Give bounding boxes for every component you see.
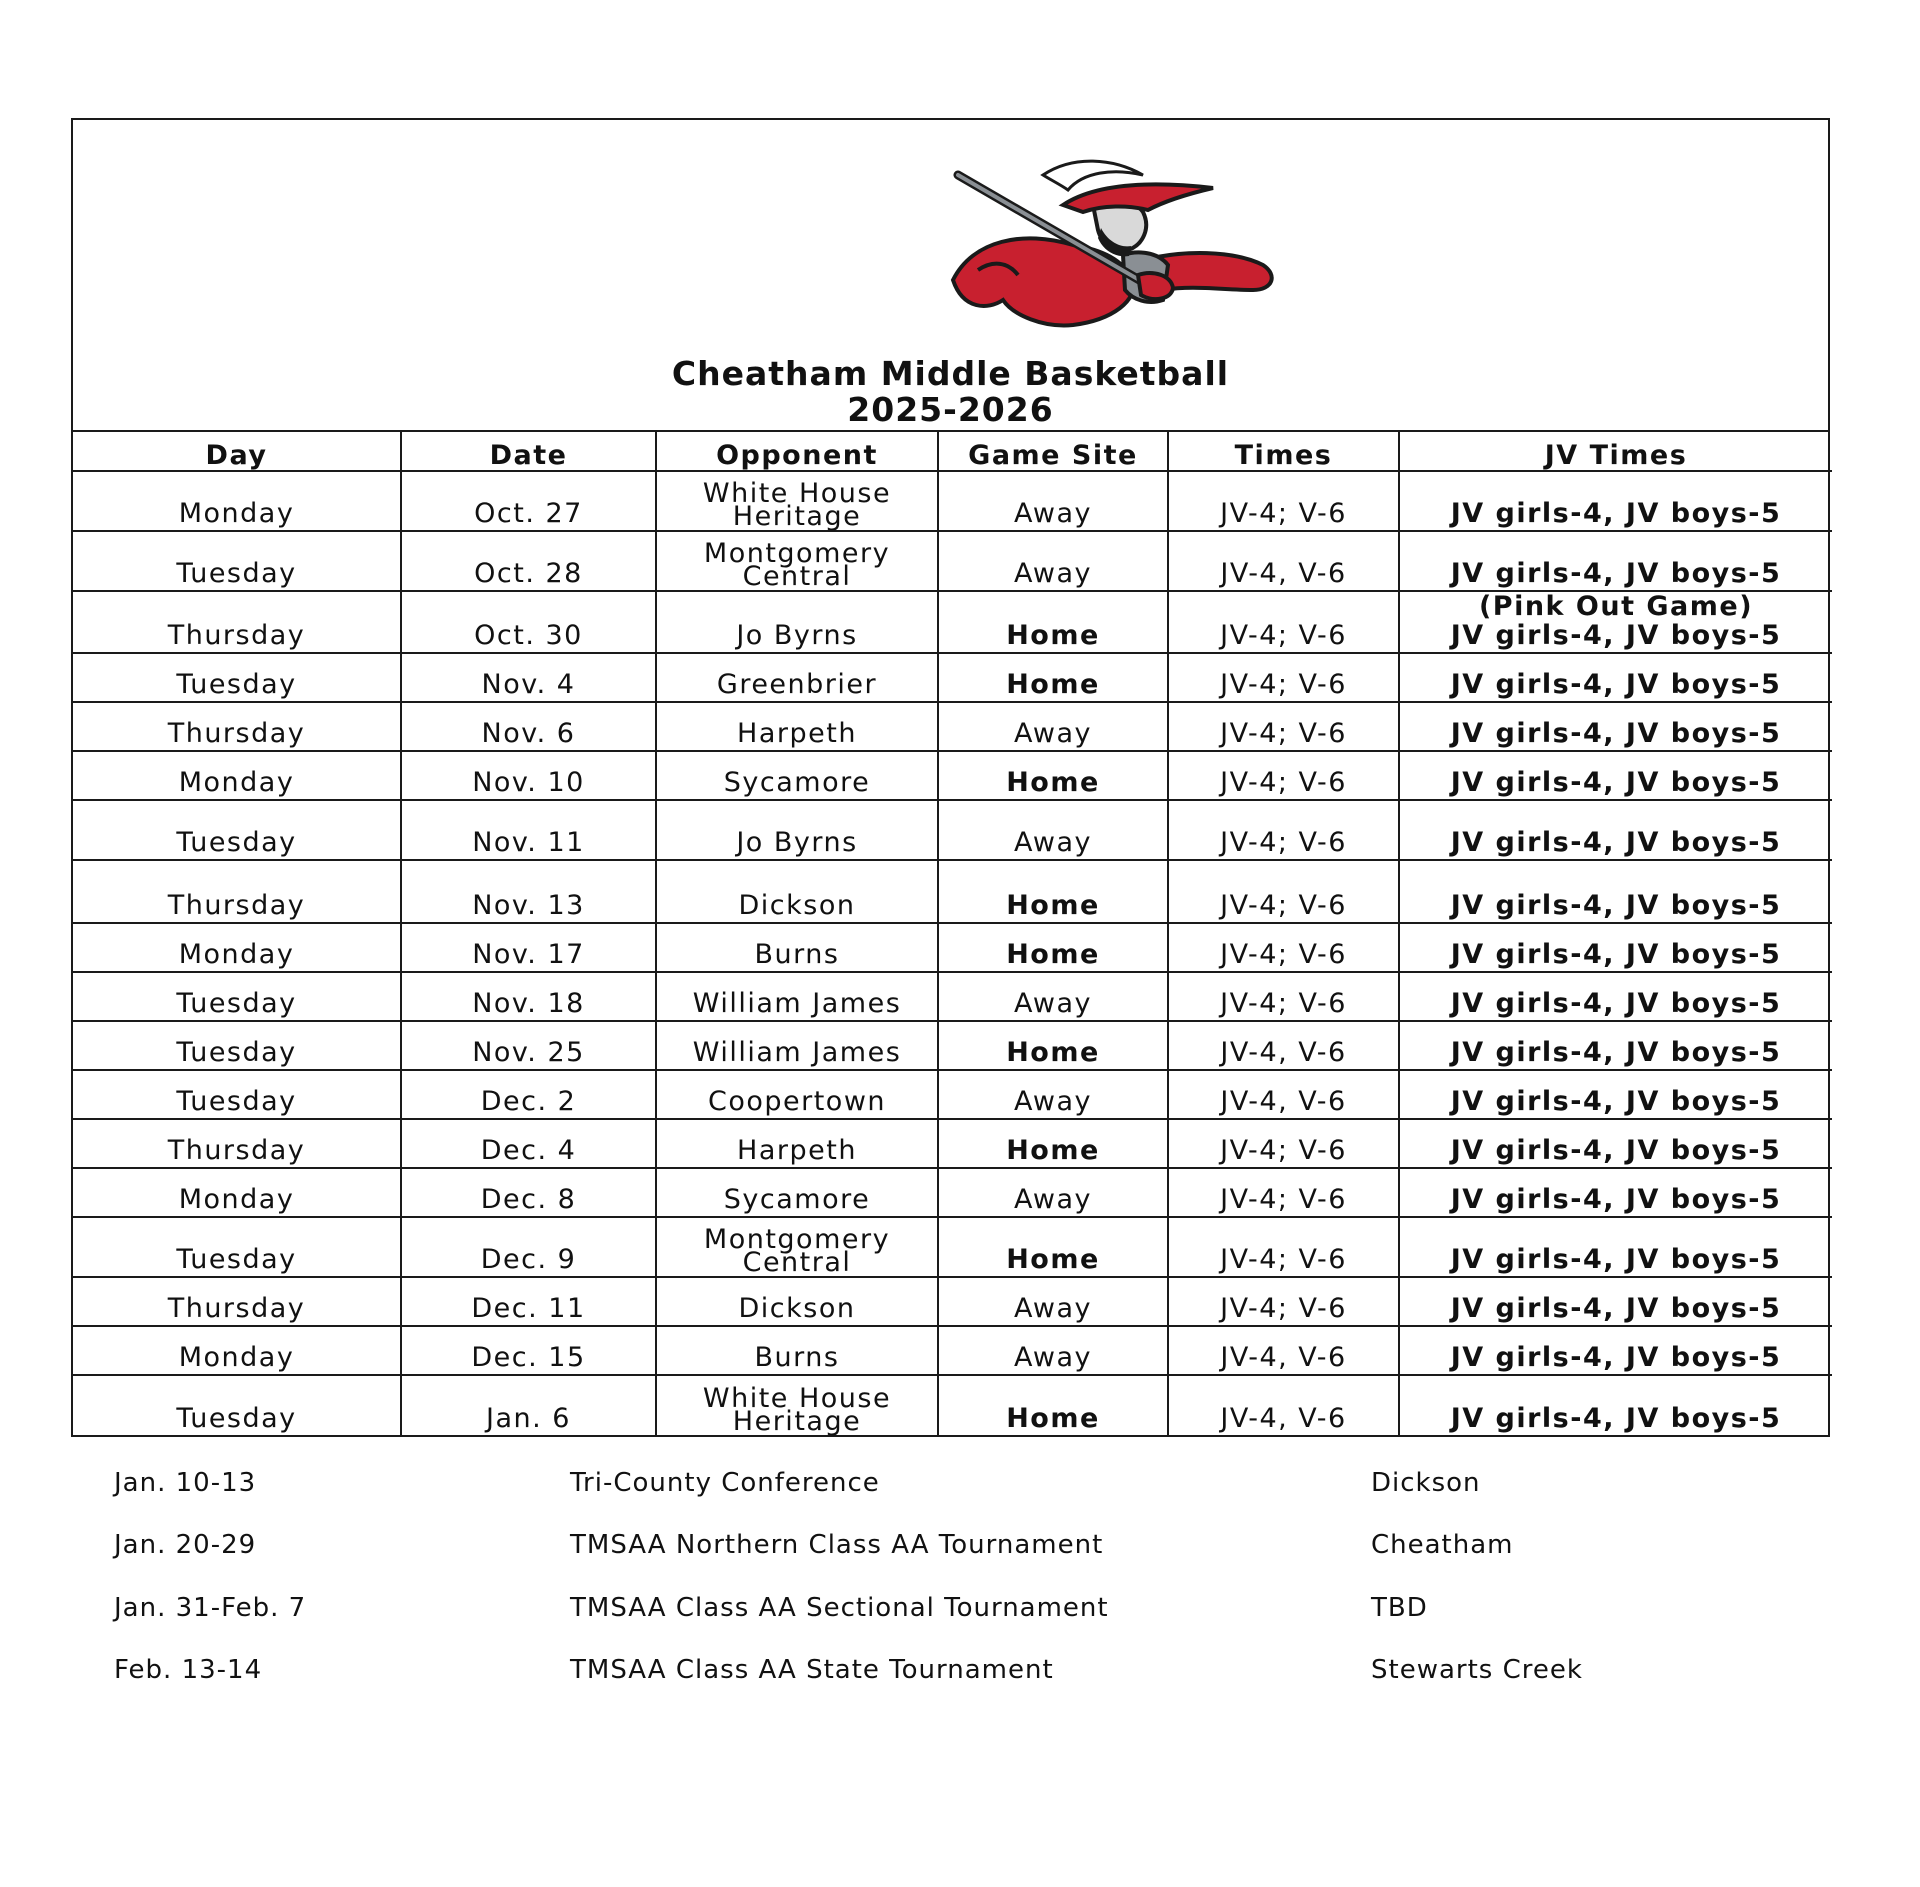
jv-times-cell: JV girls-4, JV boys-5 — [1399, 653, 1832, 702]
game-site-cell: Away — [938, 1070, 1168, 1119]
game-site-cell: Home — [938, 653, 1168, 702]
postseason-location: Cheatham — [1371, 1530, 1514, 1560]
jv-times-cell: JV girls-4, JV boys-5 — [1399, 471, 1832, 531]
table-row — [73, 591, 1832, 653]
jv-times-cell: JV girls-4, JV boys-5 — [1399, 1326, 1832, 1375]
date-cell: Dec. 4 — [401, 1119, 656, 1168]
title-line-2: 2025-2026 — [847, 390, 1054, 429]
date-cell: Dec. 9 — [401, 1217, 656, 1277]
times-cell: JV-4, V-6 — [1168, 1375, 1399, 1435]
day-cell: Monday — [73, 1168, 401, 1217]
jv-times-cell: JV girls-4, JV boys-5 — [1399, 860, 1832, 923]
table-row — [73, 702, 1832, 751]
day-cell: Tuesday — [73, 1375, 401, 1435]
postseason-event: TMSAA Northern Class AA Tournament — [570, 1530, 1104, 1560]
table-header-row — [73, 432, 1832, 471]
postseason-event: TMSAA Class AA Sectional Tournament — [570, 1593, 1109, 1623]
postseason-location: TBD — [1371, 1593, 1428, 1623]
day-cell: Monday — [73, 923, 401, 972]
opponent-cell: Burns — [656, 923, 938, 972]
game-site-cell: Home — [938, 1217, 1168, 1277]
day-cell: Tuesday — [73, 653, 401, 702]
table-row — [73, 1217, 1832, 1277]
game-site-cell: Home — [938, 1021, 1168, 1070]
game-site-cell: Home — [938, 860, 1168, 923]
opponent-cell: Montgomery Central — [656, 531, 938, 591]
jv-times-cell — [1399, 591, 1832, 653]
game-site-cell: Away — [938, 1277, 1168, 1326]
game-site-cell: Home — [938, 1119, 1168, 1168]
postseason-dates: Jan. 20-29 — [114, 1530, 257, 1560]
opponent-cell: Burns — [656, 1326, 938, 1375]
date-cell: Jan. 6 — [401, 1375, 656, 1435]
table-row — [73, 1326, 1832, 1375]
opponent-cell: Harpeth — [656, 702, 938, 751]
jv-times-cell: JV girls-4, JV boys-5 — [1399, 751, 1832, 800]
postseason-event: Tri-County Conference — [570, 1468, 880, 1498]
times-cell: JV-4, V-6 — [1168, 1021, 1399, 1070]
day-cell: Thursday — [73, 1119, 401, 1168]
table-row — [73, 923, 1832, 972]
game-schedule-table — [73, 432, 1832, 1435]
day-cell: Tuesday — [73, 1070, 401, 1119]
column-header-date: Date — [401, 432, 656, 471]
times-cell: JV-4; V-6 — [1168, 591, 1399, 653]
opponent-cell: Sycamore — [656, 751, 938, 800]
date-cell: Nov. 4 — [401, 653, 656, 702]
date-cell: Dec. 15 — [401, 1326, 656, 1375]
column-header-game-site: Game Site — [938, 432, 1168, 471]
jv-times-cell: JV girls-4, JV boys-5 — [1399, 923, 1832, 972]
postseason-location: Stewarts Creek — [1371, 1655, 1583, 1685]
column-header-jv-times: JV Times — [1399, 432, 1832, 471]
date-cell: Nov. 11 — [401, 800, 656, 860]
day-cell: Tuesday — [73, 800, 401, 860]
day-cell: Tuesday — [73, 1217, 401, 1277]
opponent-cell: Dickson — [656, 1277, 938, 1326]
date-cell: Nov. 10 — [401, 751, 656, 800]
date-cell: Dec. 2 — [401, 1070, 656, 1119]
table-row — [73, 800, 1832, 860]
times-cell: JV-4, V-6 — [1168, 1326, 1399, 1375]
day-cell: Tuesday — [73, 972, 401, 1021]
times-cell: JV-4; V-6 — [1168, 1277, 1399, 1326]
opponent-cell: Dickson — [656, 860, 938, 923]
game-site-cell: Away — [938, 471, 1168, 531]
opponent-cell: Sycamore — [656, 1168, 938, 1217]
opponent-cell: Greenbrier — [656, 653, 938, 702]
table-row — [73, 653, 1832, 702]
table-row — [73, 1070, 1832, 1119]
date-cell: Dec. 11 — [401, 1277, 656, 1326]
jv-times-cell: JV girls-4, JV boys-5 — [1399, 972, 1832, 1021]
times-cell: JV-4; V-6 — [1168, 471, 1399, 531]
date-cell: Nov. 25 — [401, 1021, 656, 1070]
opponent-cell: William James — [656, 972, 938, 1021]
table-row — [73, 471, 1832, 531]
postseason-event: TMSAA Class AA State Tournament — [570, 1655, 1054, 1685]
date-cell: Nov. 17 — [401, 923, 656, 972]
day-cell: Monday — [73, 751, 401, 800]
jv-times-cell: JV girls-4, JV boys-5 — [1399, 531, 1832, 591]
date-cell: Oct. 27 — [401, 471, 656, 531]
times-cell: JV-4, V-6 — [1168, 1070, 1399, 1119]
cavalier-mascot-icon — [933, 150, 1293, 330]
jv-times-cell: JV girls-4, JV boys-5 — [1399, 1119, 1832, 1168]
opponent-cell: Jo Byrns — [656, 591, 938, 653]
title-line-1: Cheatham Middle Basketball — [671, 354, 1230, 393]
jv-times-cell: JV girls-4, JV boys-5 — [1399, 1070, 1832, 1119]
day-cell: Thursday — [73, 591, 401, 653]
game-site-cell: Away — [938, 531, 1168, 591]
jv-times-cell: JV girls-4, JV boys-5 — [1399, 1277, 1832, 1326]
day-cell: Monday — [73, 1326, 401, 1375]
opponent-cell: Montgomery Central — [656, 1217, 938, 1277]
page-title — [73, 356, 1828, 428]
day-cell: Thursday — [73, 860, 401, 923]
table-row — [73, 531, 1832, 591]
table-row — [73, 1277, 1832, 1326]
column-header-day: Day — [73, 432, 401, 471]
day-cell: Tuesday — [73, 1021, 401, 1070]
game-site-cell: Away — [938, 800, 1168, 860]
postseason-dates: Jan. 31-Feb. 7 — [114, 1593, 307, 1623]
jv-times-cell: JV girls-4, JV boys-5 — [1399, 1375, 1832, 1435]
times-cell: JV-4; V-6 — [1168, 751, 1399, 800]
game-rows — [73, 471, 1832, 1435]
table-row — [73, 1168, 1832, 1217]
table-row — [73, 972, 1832, 1021]
game-site-cell: Away — [938, 702, 1168, 751]
schedule-header — [73, 120, 1828, 432]
jv-times-value: JV girls-4, JV boys-5 — [1450, 620, 1782, 651]
opponent-cell: Coopertown — [656, 1070, 938, 1119]
jv-times-cell: JV girls-4, JV boys-5 — [1399, 1168, 1832, 1217]
postseason-dates: Feb. 13-14 — [114, 1655, 263, 1685]
times-cell: JV-4; V-6 — [1168, 653, 1399, 702]
day-cell: Thursday — [73, 702, 401, 751]
jv-times-cell: JV girls-4, JV boys-5 — [1399, 1217, 1832, 1277]
opponent-cell: Jo Byrns — [656, 800, 938, 860]
jv-times-cell: JV girls-4, JV boys-5 — [1399, 1021, 1832, 1070]
date-cell: Nov. 18 — [401, 972, 656, 1021]
table-row — [73, 751, 1832, 800]
game-site-cell: Home — [938, 751, 1168, 800]
date-cell: Oct. 30 — [401, 591, 656, 653]
times-cell: JV-4; V-6 — [1168, 1168, 1399, 1217]
day-cell: Monday — [73, 471, 401, 531]
times-cell: JV-4; V-6 — [1168, 702, 1399, 751]
times-cell: JV-4; V-6 — [1168, 1119, 1399, 1168]
table-row — [73, 1119, 1832, 1168]
times-cell: JV-4, V-6 — [1168, 531, 1399, 591]
jv-times-cell: JV girls-4, JV boys-5 — [1399, 800, 1832, 860]
column-header-times: Times — [1168, 432, 1399, 471]
jv-times-cell: JV girls-4, JV boys-5 — [1399, 702, 1832, 751]
opponent-cell: White House Heritage — [656, 471, 938, 531]
game-site-cell: Home — [938, 923, 1168, 972]
times-cell: JV-4; V-6 — [1168, 800, 1399, 860]
date-cell: Nov. 6 — [401, 702, 656, 751]
date-cell: Oct. 28 — [401, 531, 656, 591]
date-cell: Nov. 13 — [401, 860, 656, 923]
table-row — [73, 860, 1832, 923]
game-site-cell: Home — [938, 1375, 1168, 1435]
column-header-opponent: Opponent — [656, 432, 938, 471]
opponent-cell: White House Heritage — [656, 1375, 938, 1435]
day-cell: Thursday — [73, 1277, 401, 1326]
schedule-table-frame — [71, 118, 1830, 1437]
times-cell: JV-4; V-6 — [1168, 972, 1399, 1021]
date-cell: Dec. 8 — [401, 1168, 656, 1217]
times-cell: JV-4; V-6 — [1168, 860, 1399, 923]
opponent-cell: Harpeth — [656, 1119, 938, 1168]
game-site-cell: Away — [938, 1326, 1168, 1375]
table-row — [73, 1375, 1832, 1435]
table-row — [73, 1021, 1832, 1070]
opponent-cell: William James — [656, 1021, 938, 1070]
day-cell: Tuesday — [73, 531, 401, 591]
times-cell: JV-4; V-6 — [1168, 1217, 1399, 1277]
postseason-dates: Jan. 10-13 — [114, 1468, 257, 1498]
game-site-cell: Away — [938, 1168, 1168, 1217]
game-note: (Pink Out Game) — [1478, 591, 1754, 622]
times-cell: JV-4; V-6 — [1168, 923, 1399, 972]
game-site-cell: Away — [938, 972, 1168, 1021]
game-site-cell: Home — [938, 591, 1168, 653]
postseason-location: Dickson — [1371, 1468, 1481, 1498]
